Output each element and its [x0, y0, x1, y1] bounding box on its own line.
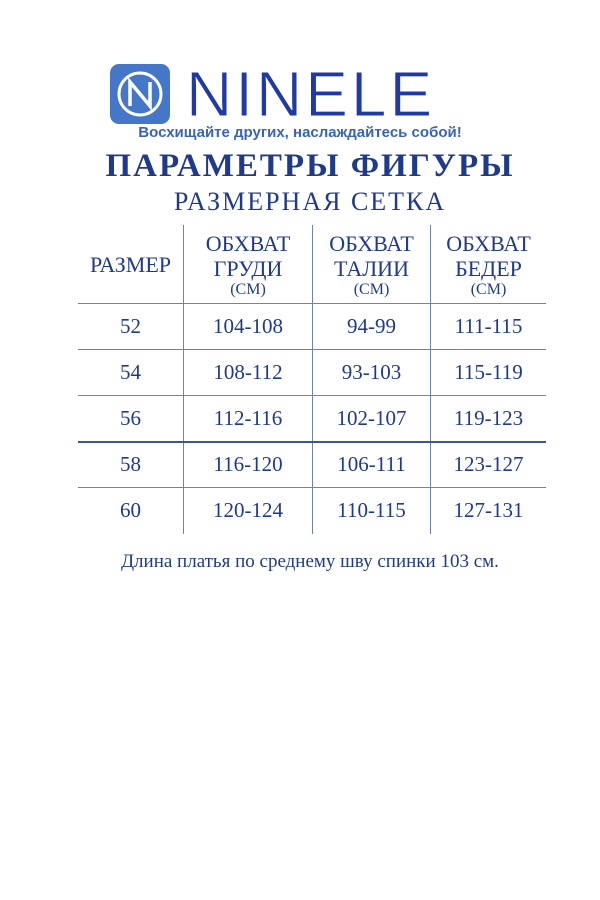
cell-size: 60 [120, 498, 141, 523]
cell-hips: 115-119 [431, 350, 547, 396]
header-waist-unit: (СМ) [353, 280, 390, 298]
header-hips [431, 225, 547, 304]
cell-hips: 119-123 [431, 396, 547, 442]
cell-size: 58 [120, 452, 141, 477]
header-chest-line1: ОБХВАТ [205, 230, 291, 256]
cell-hips: 127-131 [431, 488, 547, 534]
cell-chest: 120-124 [184, 488, 313, 534]
cell-waist: 110-115 [313, 488, 431, 534]
header-waist-line1: ОБХВАТ [329, 230, 414, 256]
table-row [78, 304, 546, 350]
header-chest-unit: (СМ) [230, 280, 266, 298]
page-title: ПАРАМЕТРЫ ФИГУРЫ [105, 148, 515, 184]
cell-waist: 106-111 [313, 442, 431, 488]
header-hips-line2: БЕДЕР [455, 255, 522, 281]
header-size-label: РАЗМЕР [89, 251, 172, 277]
cell-chest: 116-120 [184, 442, 313, 488]
brand-name: NINELE [186, 58, 436, 130]
cell-chest: 108-112 [184, 350, 313, 396]
header-waist [313, 225, 431, 304]
cell-chest: 112-116 [184, 396, 313, 442]
brand-logo [110, 58, 436, 130]
cell-waist: 102-107 [313, 396, 431, 442]
cell-waist: 93-103 [313, 350, 431, 396]
size-chart-table [78, 225, 546, 534]
header-waist-line2: ТАЛИИ [334, 255, 409, 281]
cell-hips: 123-127 [431, 442, 547, 488]
header-hips-line1: ОБХВАТ [446, 230, 531, 256]
cell-waist: 94-99 [313, 304, 431, 350]
cell-size: 54 [120, 360, 141, 384]
header-hips-unit: (СМ) [470, 280, 507, 298]
header-size [78, 225, 184, 304]
n-logo-icon [110, 64, 170, 124]
cell-chest: 104-108 [184, 304, 313, 350]
header-chest [184, 225, 313, 304]
brand-slogan: Восхищайте других, наслаждайтесь собой! [138, 124, 462, 141]
cell-size: 56 [120, 405, 141, 430]
table-row [78, 442, 546, 488]
table-row [78, 488, 546, 534]
table-row [78, 396, 546, 442]
table-header-row [78, 225, 546, 304]
dress-length-note: Длина платья по среднему шву спинки 103 см. [121, 551, 499, 572]
header-chest-line2: ГРУДИ [213, 255, 283, 281]
cell-hips: 111-115 [431, 304, 547, 350]
page-subtitle: РАЗМЕРНАЯ СЕТКА [173, 187, 447, 216]
cell-size: 52 [120, 314, 141, 338]
table-row [78, 350, 546, 396]
